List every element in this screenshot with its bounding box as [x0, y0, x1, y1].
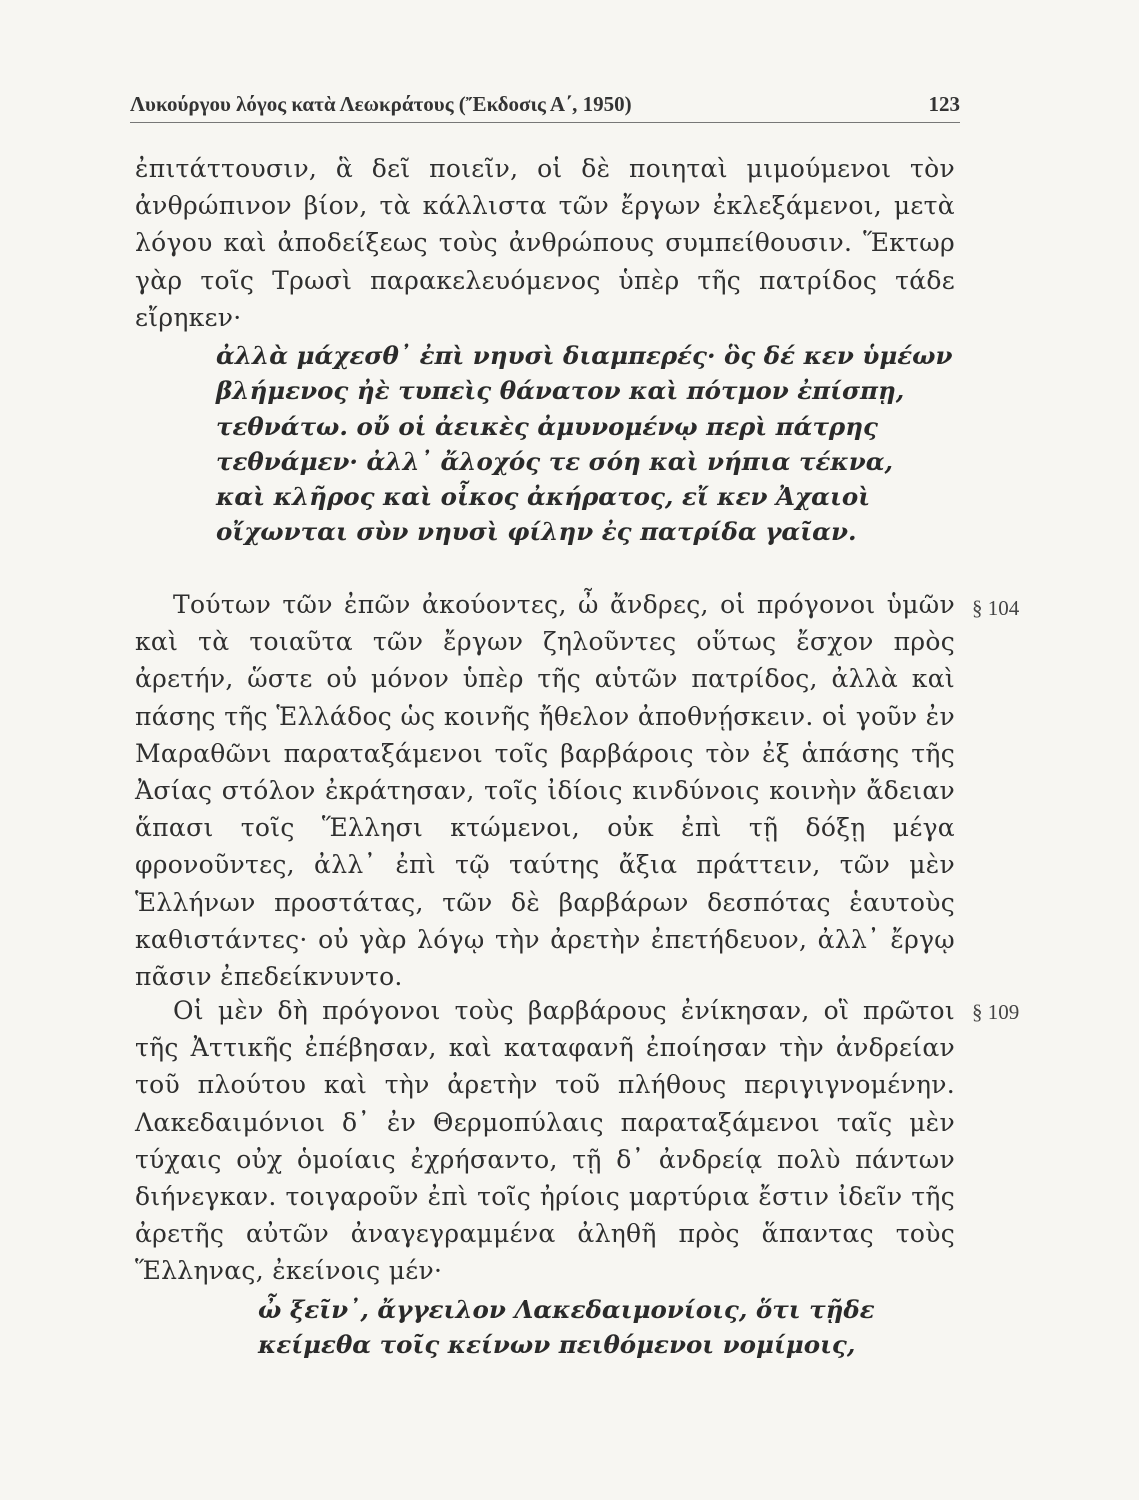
- running-header: [130, 92, 960, 117]
- verse-line: οἴχωνται σὺν νηυσὶ φίλην ἐς πατρίδα γαῖαν.: [216, 517, 857, 547]
- header-rule: [130, 122, 960, 123]
- verse-line: βλήμενος ἠὲ τυπεὶς θάνατον καὶ πότμον ἐπίσπῃ,: [216, 376, 905, 406]
- verse-line: κείμεθα τοῖς κείνων πειθόμενοι νομίμοις,: [258, 1330, 856, 1360]
- paragraph-1: ἐπιτάττουσιν, ἃ δεῖ ποιεῖν, οἱ δὲ ποιηταὶ μιμούμενοι τὸν ἀνθρώπινον βίον, τὰ κάλλιστα τῶν ἔργων ἐκλεξάμενοι, μετὰ λόγου καὶ ἀποδείξεως τοὺς ἀνθρώπους συμπείθουσιν. Ἕκτωρ γὰρ τοῖς Τρωσὶ παρακελευόμενος ὑπὲρ τῆς πατρίδος τάδε εἴρηκεν·: [135, 154, 955, 332]
- running-title: Λυκούργου λόγος κατὰ Λεωκράτους (Ἔκδοσις Α΄, 1950): [130, 92, 632, 116]
- paragraph-3: Οἱ μὲν δὴ πρόγονοι τοὺς βαρβάρους ἐνίκησαν, οἳ πρῶτοι τῆς Ἀττικῆς ἐπέβησαν, καὶ καταφανῆ ἐποίησαν τὴν ἀνδρείαν τοῦ πλούτου καὶ τὴν ἀρετὴν τοῦ πλήθους περιγιγνομένην. Λακεδαιμόνιοι δ᾽ ἐν Θερμοπύλαις παραταξάμενοι ταῖς μὲν τύχαις οὐχ ὁμοίαις ἐχρήσαντο, τῇ δ᾽ ἀνδρείᾳ πολὺ πάντων διήνεγκαν. τοιγαροῦν ἐπὶ τοῖς ἠρίοις μαρτύρια ἔστιν ἰδεῖν τῆς ἀρετῆς αὐτῶν ἀναγεγραμμένα ἀληθῆ πρὸς ἅπαντας τοὺς Ἕλληνας, ἐκείνοις μέν·: [135, 996, 955, 1286]
- epigram-quotation: [258, 1292, 875, 1363]
- homer-quotation: [216, 338, 953, 550]
- verse-line: καὶ κλῆρος καὶ οἶκος ἀκήρατος, εἴ κεν Ἀχαιοὶ: [216, 482, 871, 512]
- verse-line: ἀλλὰ μάχεσθ᾽ ἐπὶ νηυσὶ διαμπερές· ὃς δέ κεν ὑμέων: [216, 341, 953, 370]
- verse-line: ὦ ξεῖν᾽, ἄγγειλον Λακεδαιμονίοις, ὅτι τῇδε: [258, 1295, 875, 1324]
- verse-line: τεθνάτω. οὔ οἱ ἀεικὲς ἀμυνομένῳ περὶ πάτρης: [216, 411, 878, 441]
- page-number: 123: [928, 92, 960, 116]
- verse-line: τεθνάμεν· ἀλλ᾽ ἄλοχός τε σόη καὶ νήπια τέκνα,: [216, 446, 894, 476]
- paragraph-2: Τούτων τῶν ἐπῶν ἀκούοντες, ὦ ἄνδρες, οἱ πρόγονοι ὑμῶν καὶ τὰ τοιαῦτα τῶν ἔργων ζηλοῦντες οὕτως ἔσχον πρὸς ἀρετήν, ὥστε οὐ μόνον ὑπὲρ τῆς αὑτῶν πατρίδος, ἀλλὰ καὶ πάσης τῆς Ἑλλάδος ὡς κοινῆς ἤθελον ἀποθνῄσκειν. οἱ γοῦν ἐν Μαραθῶνι παραταξάμενοι τοῖς βαρβάροις τὸν ἐξ ἁπάσης τῆς Ἀσίας στόλον ἐκράτησαν, τοῖς ἰδίοις κινδύνοις κοινὴν ἄδειαν ἅπασι τοῖς Ἕλλησι κτώμενοι, οὐκ ἐπὶ τῇ δόξῃ μέγα φρονοῦντες, ἀλλ᾽ ἐπὶ τῷ ταύτης ἄξια πράττειν, τῶν μὲν Ἑλλήνων προστάτας, τῶν δὲ βαρβάρων δεσπότας ἑαυτοὺς καθιστάντες· οὐ γὰρ λόγῳ τὴν ἀρετὴν ἐπετήδευον, ἀλλ᾽ ἔργῳ πᾶσιν ἐπεδείκνυντο.: [135, 590, 955, 992]
- section-marker-109: § 109: [972, 1000, 1020, 1024]
- section-marker-104: § 104: [972, 596, 1020, 620]
